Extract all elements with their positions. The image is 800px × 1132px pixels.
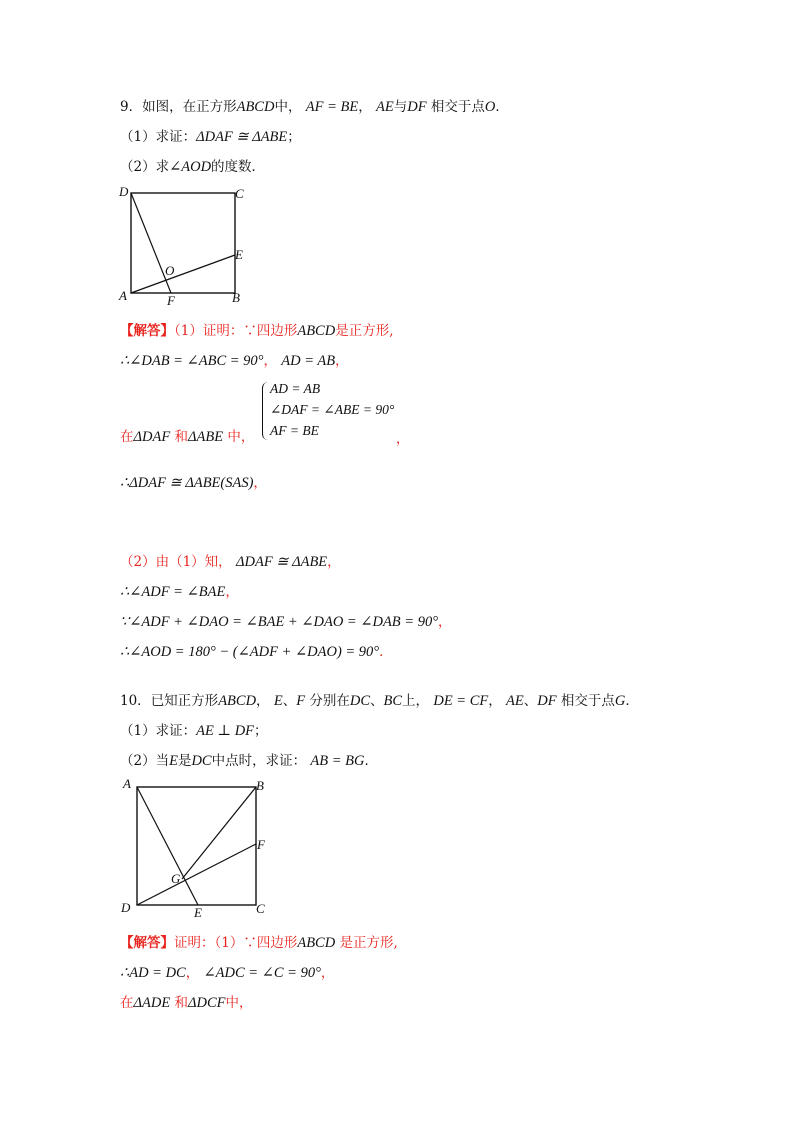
q9-label-b: B [232, 290, 240, 305]
q9-label-o: O [165, 263, 175, 278]
q10-figure [120, 775, 270, 920]
q9-label-c: C [235, 186, 244, 201]
q9-answer-p2-line2: ∴∠ADF = ∠BAE， [120, 584, 239, 600]
q9-number: 9． [120, 99, 143, 115]
q9-answer-line1: 【解答】（1）证明：∵四边形ABCD是正方形, [120, 323, 394, 339]
q10-number: 10． [120, 693, 151, 709]
q10-label-a: A [123, 776, 131, 791]
q9-system: AD = AB ∠DAF = ∠ABE = 90° AF = BE [270, 381, 395, 438]
q10-label-d: D [121, 900, 131, 915]
q10-label-g: G [171, 871, 181, 886]
q9-label-f: F [167, 293, 175, 308]
q10-answer-line1: 【解答】证明：（1）∵四边形ABCD 是正方形, [120, 935, 398, 951]
q9-label-e: E [235, 247, 243, 262]
q9-answer-tag: 【解答】 [120, 323, 174, 339]
q10-answer-line3: 在ΔADE 和ΔDCF中， [120, 995, 253, 1011]
q9-answer-line2: ∴∠DAB = ∠ABC = 90°， AD = AB， [120, 353, 349, 369]
q9-figure [118, 183, 248, 308]
q10-part2: （2）当E是DC中点时，求证： AB = BG． [120, 753, 378, 769]
q9-answer-p2-head: （2）由（1）知， ΔDAF ≅ ΔABE， [120, 554, 341, 570]
q9-system-end: ， [396, 431, 410, 447]
q9-answer-conclusion: ∴ΔDAF ≅ ΔABE(SAS)， [120, 475, 267, 491]
q9-label-a: A [119, 288, 127, 303]
q9-label-d: D [119, 184, 129, 199]
q9-segment-df [131, 193, 171, 293]
q10-label-c: C [256, 901, 265, 916]
q9-answer-p2-line4: ∴∠AOD = 180° − (∠ADF + ∠DAO) = 90°． [120, 644, 393, 660]
q10-label-e: E [194, 905, 202, 920]
q9-answer-in: 在ΔDAF 和ΔABE 中， [120, 429, 255, 445]
q10-answer-line2: ∴AD = DC， ∠ADC = ∠C = 90°， [120, 965, 335, 981]
q10-segment-ae [137, 787, 198, 905]
q10-answer-tag: 【解答】 [120, 935, 174, 951]
q10-stem: 10．已知正方形ABCD， E、F 分别在DC、BC上， DE = CF， AE、DF 相交于点G． [120, 693, 639, 709]
q10-label-f: F [257, 837, 265, 852]
q10-part1: （1）求证：AE ⊥ DF； [120, 723, 268, 739]
q10-square [137, 787, 256, 905]
q9-segment-ae [131, 255, 235, 293]
q9-brace [262, 382, 269, 440]
q9-part2: （2）求∠AOD的度数． [120, 159, 266, 175]
q10-label-b: B [256, 778, 264, 793]
q9-stem: 9．如图，在正方形ABCD中， AF = BE， AE与DF 相交于点O． [120, 99, 509, 115]
q9-part1: （1）求证：ΔDAF ≅ ΔABE； [120, 129, 301, 145]
q9-answer-p2-line3: ∵∠ADF + ∠DAO = ∠BAE + ∠DAO = ∠DAB = 90°， [120, 614, 452, 630]
q10-segment-bg [182, 787, 256, 879]
q9-square [131, 193, 235, 293]
q10-segment-df [137, 844, 256, 905]
